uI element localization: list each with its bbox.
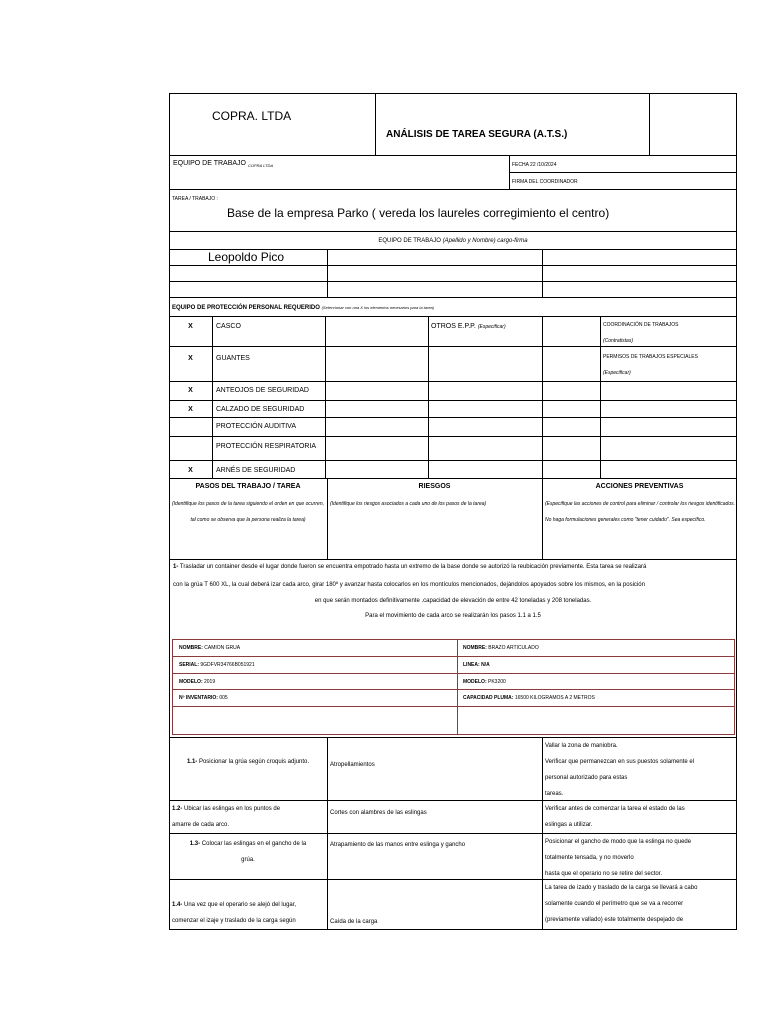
substep-1-1-text: Posicionar la grúa según croquis adjunto.	[198, 759, 310, 765]
substep-1-4-action-1: La tarea de izado y traslado de la carga se llevará a cabo	[545, 885, 698, 891]
coordinacion-label: COORDINACIÓN DE TRABAJOS	[603, 322, 679, 328]
equip-left-serial	[179, 662, 255, 668]
equip-right-model-value: PK3200	[488, 679, 506, 685]
epp-label-calzado: CALZADO DE SEGURIDAD	[216, 406, 305, 413]
substep-1-3-actions	[545, 834, 735, 882]
equip-left-model	[179, 679, 215, 685]
substep-1-2-text-2: amarre de cada arco.	[172, 822, 230, 828]
substep-1-4-step	[172, 897, 324, 929]
substep-1-3-action-1: Posicionar el gancho de modo que la eslinga no quede	[545, 839, 692, 845]
form-title: ANÁLISIS DE TAREA SEGURA (A.T.S.)	[386, 129, 568, 140]
substep-1-2-action-1: Verificar antes de comenzar la tarea el estado de las	[545, 806, 685, 812]
otros-epp-italic: (Especificar)	[477, 324, 506, 330]
equip-right-line-label: LINEA:	[463, 662, 480, 668]
equip-left-model-value: 2019	[204, 679, 216, 685]
substep-1-3-step-line-1	[172, 836, 324, 852]
epp-title-main: EQUIPO DE PROTECCIÓN PERSONAL REQUERIDO	[172, 305, 320, 311]
equip-right-capacity-value: 16500 KILOGRAMOS A 2 METROS	[514, 695, 595, 701]
substep-1-4-text-2: comenzar el izaje y traslado de la carga según	[172, 918, 296, 924]
acciones-header: ACCIONES PREVENTIVAS	[595, 483, 684, 490]
team-section-header	[169, 238, 737, 244]
substep-1-4-risk: Caída de la carga	[330, 919, 378, 925]
substep-1-1-actions	[545, 738, 735, 802]
epp-label-casco: CASCO	[216, 323, 241, 330]
equip-left-name	[179, 645, 240, 651]
epp-mark-anteojos[interactable]: X	[188, 387, 193, 394]
otros-epp-label	[431, 323, 506, 330]
epp-label-guantes: GUANTES	[216, 355, 250, 362]
substep-1-2-action-2: eslingas a utilizar.	[545, 822, 593, 828]
team-member-1: Leopoldo Pico	[208, 250, 285, 264]
equip-left-serial-value: 9GDFVR34766B051921	[200, 662, 255, 668]
task-value: Base de la empresa Parko ( vereda los laureles corregimiento el centro)	[227, 206, 610, 220]
substep-1-3-action-3: hasta que el operario no se retire del sector.	[545, 871, 663, 877]
equip-right-capacity	[463, 695, 595, 701]
epp-subtitle: (Seleccionar con una X los elementos necesarios para la tarea)	[321, 305, 435, 310]
substep-1-2-step	[172, 801, 324, 833]
epp-label-respiratoria: PROTECCIÓN RESPIRATORIA	[216, 443, 317, 450]
pasos-desc: (Identifique los pasos de la tarea siguiendo el orden en que ocurren, tal como se observa que la persona realiza la tarea)	[172, 501, 324, 523]
riesgos-desc: (Identifique los riesgos asociados a cada uno de los pasos de la tarea)	[330, 501, 487, 507]
riesgos-header: RIESGOS	[418, 483, 451, 490]
substep-1-3-text-2: grúa.	[241, 857, 255, 863]
equip-left-inventory-value: 005	[219, 695, 228, 701]
equip-left-model-label: MODELO:	[179, 679, 203, 685]
epp-title	[172, 305, 434, 311]
equip-left-serial-label: SERIAL:	[179, 662, 199, 668]
equip-right-line-value: N/A	[481, 662, 490, 668]
step1-line1-text: Trasladar un container desde el lugar donde fueron se encuentra empotrado hasta un extremo de la base donde se autorizó la reubicación previamente. Esta tarea se realizará	[178, 564, 647, 570]
team-section-header-main: EQUIPO DE TRABAJO	[378, 238, 441, 244]
epp-mark-casco[interactable]: X	[188, 323, 193, 330]
substep-1-4-step-line-1	[172, 897, 324, 913]
equip-right-capacity-label: CAPACIDAD PLUMA:	[463, 695, 514, 701]
substep-1-2-risk: Cortes con alambres de las eslingas	[330, 810, 427, 816]
equip-right-line	[463, 662, 490, 668]
step1-line3: en que serán montados definitivamente .capacidad de elevación de entre 42 toneladas y 208 toneladas.	[314, 598, 592, 604]
pasos-header: PASOS DEL TRABAJO / TAREA	[195, 483, 301, 490]
substep-1-4-actions	[545, 880, 735, 928]
substep-1-1-risk: Atropellamientos	[330, 762, 375, 768]
substep-1-3-action-2: totalmente tensada, y no moverlo	[545, 855, 634, 861]
team-value: COPRA LTDA	[248, 163, 274, 168]
substep-1-1-action-2: Verificar que permanezcan en sus puestos solamente el	[545, 759, 695, 765]
team-section-header-italic: (Apellido y Nombre) cargo-firma	[442, 238, 528, 244]
equip-right-name-label: NOMBRE:	[463, 645, 487, 651]
substep-1-1-num: 1.1-	[186, 759, 198, 765]
substep-1-3-risk: Atrapamiento de las manos entre eslinga y gancho	[330, 842, 466, 848]
equip-left-name-label: NOMBRE:	[179, 645, 203, 651]
permisos-italic: (Especificar)	[603, 370, 631, 376]
permisos-label: PERMISOS DE TRABAJOS ESPECIALES	[603, 354, 698, 360]
substep-1-4-text-1: Una vez que el operario se alejó del lugar,	[184, 902, 297, 908]
equip-right-model	[463, 679, 506, 685]
equip-right-model-label: MODELO:	[463, 679, 487, 685]
substep-1-3-text-1: Colocar las eslingas en el gancho de la	[201, 841, 307, 847]
equip-left-inventory-label: Nº INVENTARIO:	[179, 695, 218, 701]
equipment-table	[172, 639, 735, 735]
team-label: EQUIPO DE TRABAJO	[173, 160, 246, 167]
coordinator-signature-field: FIRMA DEL COORDINADOR	[512, 179, 578, 185]
substep-1-1-action-3: personal autorizado para estas	[545, 775, 628, 781]
substep-1-2-text-1: Ubicar las eslingas en los puntos de	[184, 806, 281, 812]
coordinacion-italic: (Contratistas)	[603, 338, 634, 344]
epp-label-arnes: ARNÉS DE SEGURIDAD	[216, 467, 296, 474]
epp-mark-guantes[interactable]: X	[188, 355, 193, 362]
step1-num: 1-	[173, 564, 179, 570]
otros-epp-main: OTROS E.P.P.	[431, 323, 476, 330]
step1-line2: con la grúa T 600 XL, la cual deberá izar cada arco, girar 180º y avanzar hasta colocarlos en los montículos mencionados, dejándolos apoyados sobre los mismos, en la posición	[173, 582, 645, 588]
substep-1-2-actions	[545, 801, 735, 833]
substep-1-1-step	[169, 759, 327, 765]
substep-1-4-action-2: solamente cuando el perímetro que se va a recorrer	[545, 901, 684, 907]
epp-label-anteojos: ANTEOJOS DE SEGURIDAD	[216, 387, 309, 394]
substep-1-2-num: 1.2-	[172, 806, 183, 812]
company-name: COPRA. LTDA	[212, 109, 292, 123]
step1-line1	[173, 564, 735, 570]
epp-mark-calzado[interactable]: X	[188, 406, 193, 413]
equip-right-name-value: BRAZO ARTICULADO	[488, 645, 539, 651]
date-field: FECHA 22 /10/2024	[512, 162, 557, 168]
substep-1-3-num: 1.3-	[189, 841, 201, 847]
equip-left-inventory	[179, 695, 228, 701]
step1-line4: Para el movimiento de cada arco se realizarán los pasos 1.1 a 1.5	[365, 613, 541, 619]
epp-label-auditiva: PROTECCIÓN AUDITIVA	[216, 423, 296, 430]
acciones-desc: (Especifique las acciones de control para eliminar / controlar los riesgos identificados. No haga formulaciones generales como "tener cuidado". Sea específico.	[545, 501, 735, 523]
substep-1-1-action-1: Vallar la zona de maniobra.	[545, 743, 618, 749]
equip-right-name	[463, 645, 539, 651]
substep-1-4-action-3: (previamente vallado) este totalmente despejado de	[545, 917, 684, 923]
substep-1-2-step-line-1	[172, 801, 324, 817]
equip-left-name-value: CAMION GRUA	[204, 645, 241, 651]
substep-1-3-step	[172, 836, 324, 868]
task-label: TAREA / TRABAJO :	[172, 196, 218, 202]
substep-1-4-num: 1.4-	[172, 902, 183, 908]
epp-mark-arnes[interactable]: X	[188, 467, 193, 474]
substep-1-1-action-4: tareas.	[545, 791, 564, 797]
